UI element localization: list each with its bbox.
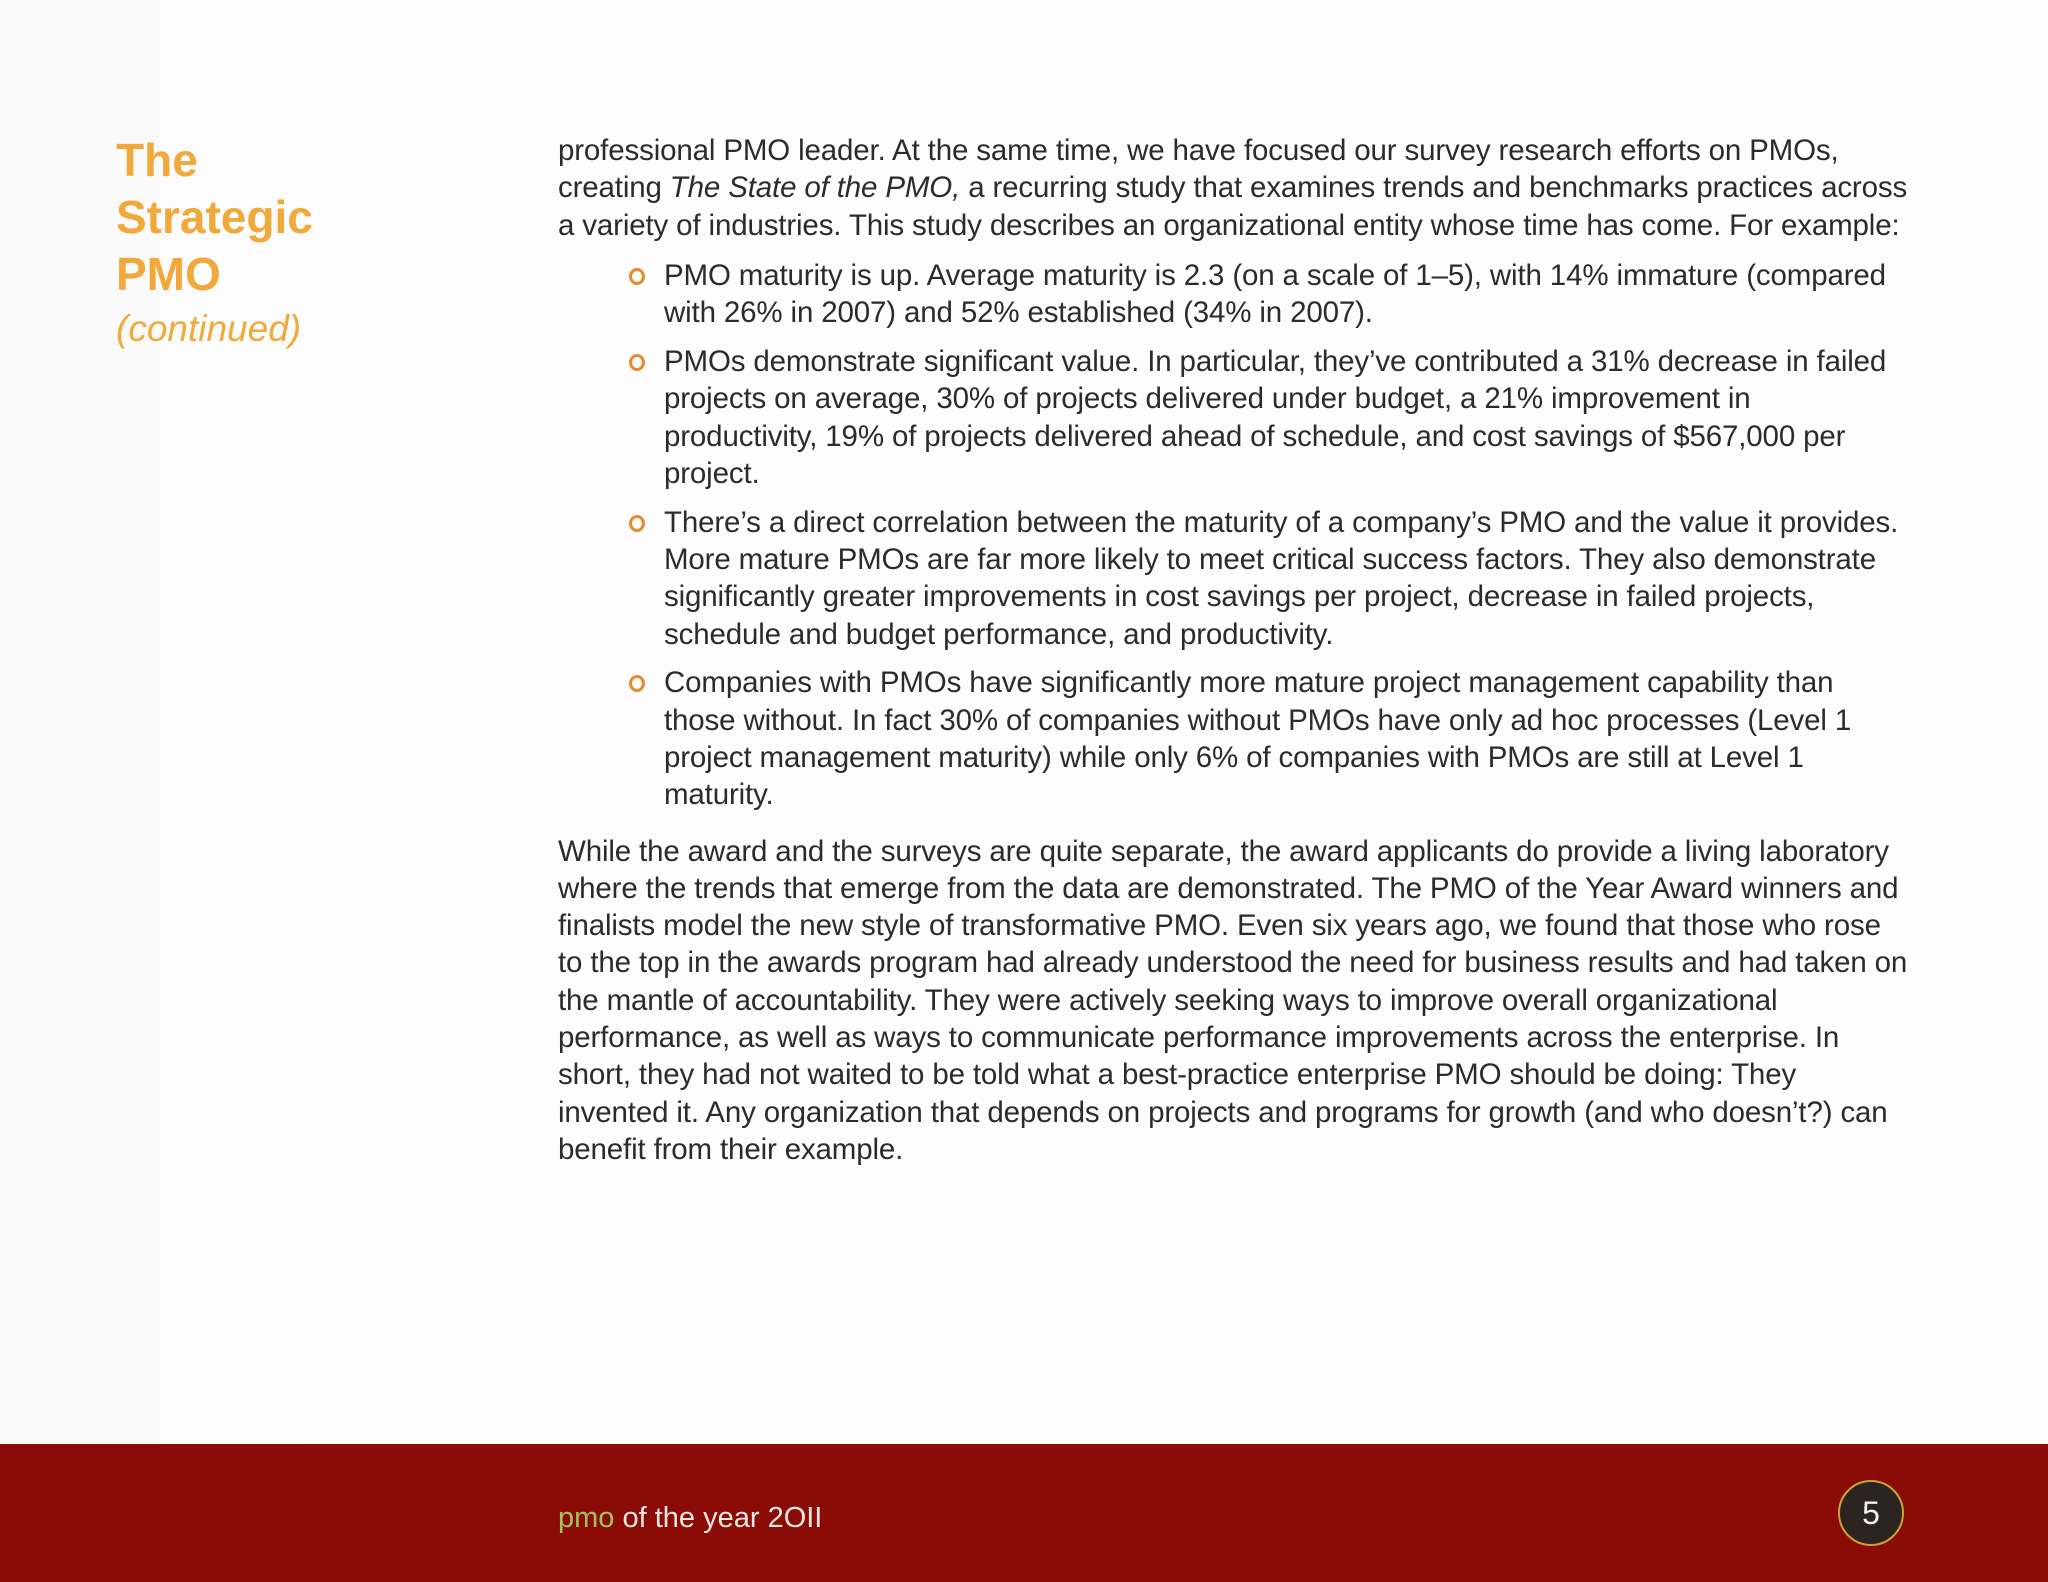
footer-bar xyxy=(0,1444,2048,1582)
intro-text: professional PMO leader. At the same time, we have focused our survey research efforts on PMOs, creating xyxy=(558,134,1839,205)
section-title xyxy=(116,132,376,303)
list-item xyxy=(664,257,1908,332)
footer-brand-accent: pmo xyxy=(558,1502,615,1534)
footer-brand xyxy=(558,1498,822,1538)
list-item-text: There’s a direct correlation between the maturity of a company’s PMO and the value it provides. More mature PMOs are far more likely to meet critical success factors. They also demonstrate significantly greater improvements in cost savings per project, decrease in failed projects, schedule and budget performance, and productivity. xyxy=(664,505,1899,651)
section-title-line: Strategic xyxy=(116,191,313,243)
section-subtitle: (continued) xyxy=(116,308,302,349)
bullet-icon xyxy=(629,675,645,692)
list-item-text: Companies with PMOs have significantly more mature project management capability than those without. In fact 30% of companies without PMOs have only ad hoc processes (Level 1 project management maturity) while only 6% of companies with PMOs are still at Level 1 maturity. xyxy=(664,666,1852,812)
footer-brand-text: of the year 2OII xyxy=(614,1502,823,1534)
section-title-line: The xyxy=(116,134,198,186)
list-item-text: PMO maturity is up. Average maturity is 2.3 (on a scale of 1–5), with 14% immature (compared with 26% in 2007) and 52% established (34% in 2007). xyxy=(664,258,1886,330)
list-item-text: PMOs demonstrate significant value. In particular, they’ve contributed a 31% decrease in failed projects on average, 30% of projects delivered under budget, a 21% improvement in productivity, 19% of projects delivered ahead of schedule, and cost savings of $567,000 per project. xyxy=(664,344,1887,490)
bullet-icon xyxy=(629,268,645,285)
bullet-icon xyxy=(629,354,645,371)
list-item xyxy=(664,664,1908,813)
section-title-line: PMO xyxy=(116,248,221,300)
bullet-icon xyxy=(629,515,645,532)
list-item xyxy=(664,504,1908,653)
findings-list xyxy=(558,257,1908,814)
closing-paragraph: While the award and the surveys are quite separate, the award applicants do provide a living laboratory where the trends that emerge from the data are demonstrated. The PMO of the Year Award winners and finalists model the new style of transformative PMO. Even six years ago, we found that those who rose to the top in the awards program had already understood the need for business results and had taken on the mantle of accountability. They were actively seeking ways to improve overall organizational performance, as well as ways to communicate performance improvements across the enterprise. In short, they had not waited to be told what a best-practice enterprise PMO should be doing: They invented it. Any organization that depends on projects and programs for growth (and who doesn’t?) can benefit from their example. xyxy=(558,834,1908,1166)
page-number-badge: 5 xyxy=(1838,1480,1904,1546)
intro-paragraph xyxy=(558,132,1908,244)
body-text-column xyxy=(558,132,1908,1168)
list-item xyxy=(664,343,1908,492)
study-title: The State of the PMO, xyxy=(669,171,961,205)
intro-text: a recurring study that examines trends and benchmarks practices across a variety of industries. This study describes an organizational entity whose time has come. For example: xyxy=(558,171,1908,242)
